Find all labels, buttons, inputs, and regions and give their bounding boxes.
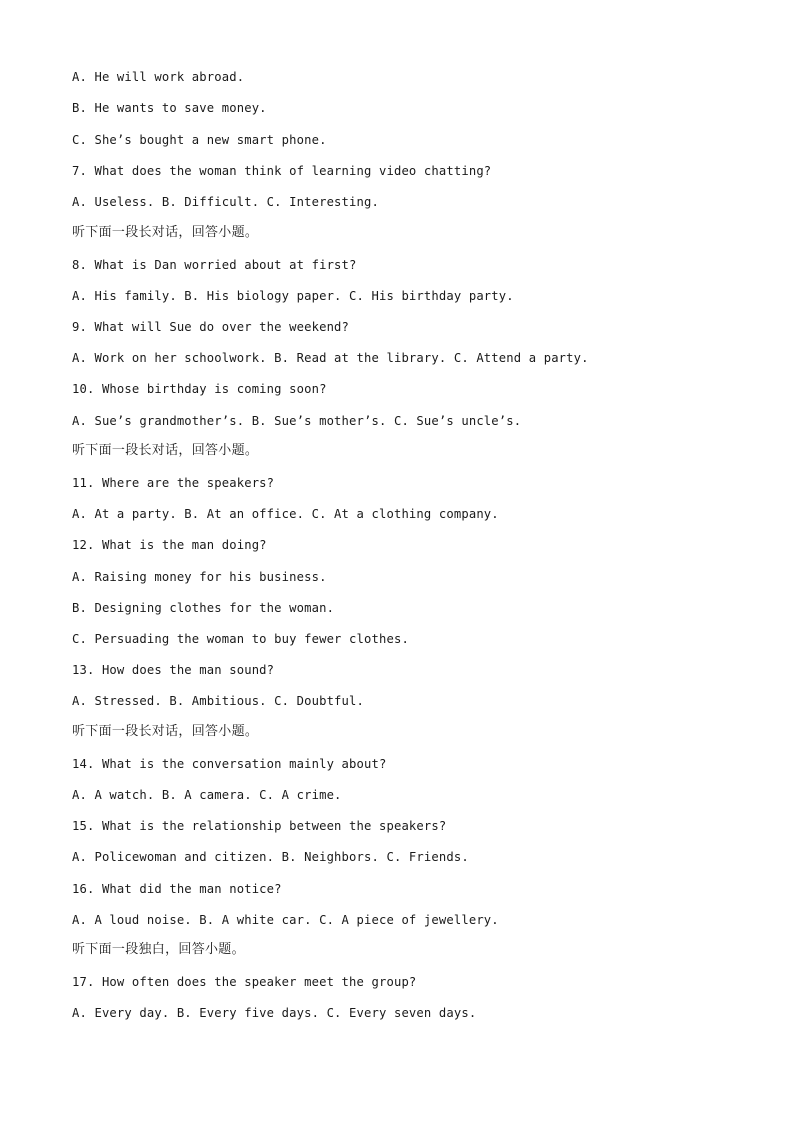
question-line: 13. How does the man sound? [72, 663, 275, 677]
answer-option-line: A. Stressed. B. Ambitious. C. Doubtful. [72, 694, 365, 708]
answer-option-line: A. Raising money for his business. [72, 570, 327, 584]
answer-option-line: C. Persuading the woman to buy fewer clothes. [72, 632, 409, 646]
section-instruction: 听下面一段长对话，回答小题。 [72, 225, 259, 240]
section-instruction: 听下面一段独白，回答小题。 [72, 942, 245, 957]
answer-option-line: A. Sue’s grandmother’s. B. Sue’s mother’s. C. Sue’s uncle’s. [72, 414, 522, 428]
answer-option-line: A. A watch. B. A camera. C. A crime. [72, 788, 342, 802]
question-line: 9. What will Sue do over the weekend? [72, 320, 350, 334]
question-line: 16. What did the man notice? [72, 882, 282, 896]
answer-option-line: A. At a party. B. At an office. C. At a clothing company. [72, 507, 499, 521]
section-instruction: 听下面一段长对话，回答小题。 [72, 443, 259, 458]
question-line: 15. What is the relationship between the speakers? [72, 819, 447, 833]
section-instruction: 听下面一段长对话，回答小题。 [72, 724, 259, 739]
answer-option-line: A. A loud noise. B. A white car. C. A piece of jewellery. [72, 913, 499, 927]
question-line: 14. What is the conversation mainly about? [72, 757, 387, 771]
answer-option-line: A. Useless. B. Difficult. C. Interesting. [72, 195, 379, 209]
answer-option-line: C. She’s bought a new smart phone. [72, 133, 327, 147]
question-line: 11. Where are the speakers? [72, 476, 275, 490]
question-line: 8. What is Dan worried about at first? [72, 258, 357, 272]
answer-option-line: A. His family. B. His biology paper. C. His birthday party. [72, 289, 514, 303]
answer-option-line: B. Designing clothes for the woman. [72, 601, 335, 615]
answer-option-line: A. He will work abroad. [72, 70, 245, 84]
answer-option-line: A. Every day. B. Every five days. C. Every seven days. [72, 1006, 477, 1020]
answer-option-line: A. Work on her schoolwork. B. Read at the library. C. Attend a party. [72, 351, 589, 365]
question-line: 10. Whose birthday is coming soon? [72, 382, 327, 396]
answer-option-line: B. He wants to save money. [72, 101, 267, 115]
question-line: 17. How often does the speaker meet the group? [72, 975, 417, 989]
answer-option-line: A. Policewoman and citizen. B. Neighbors. C. Friends. [72, 850, 469, 864]
question-line: 12. What is the man doing? [72, 538, 267, 552]
question-line: 7. What does the woman think of learning video chatting? [72, 164, 492, 178]
